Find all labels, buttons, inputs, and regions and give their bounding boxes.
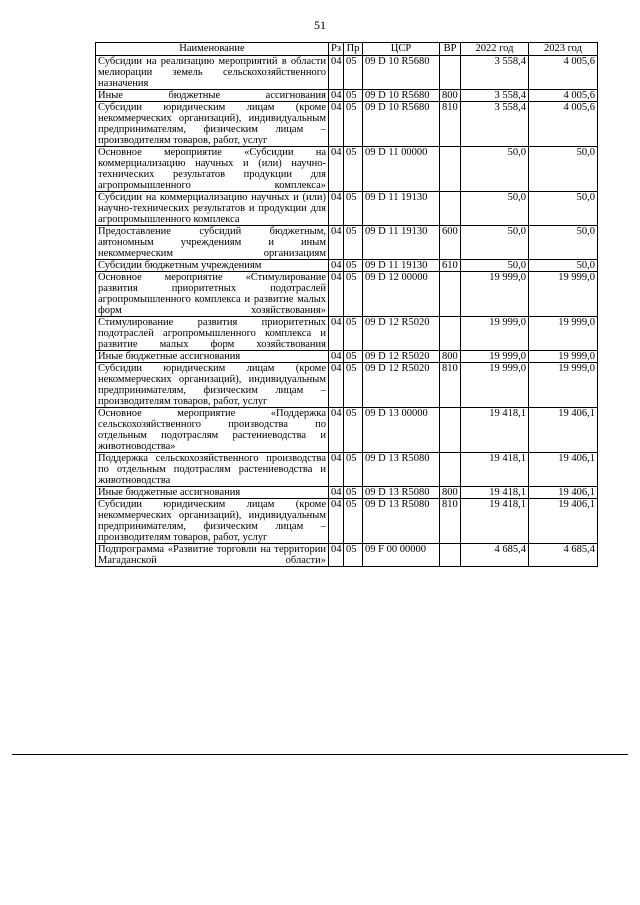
- row-csr: 09 D 13 R5080: [363, 487, 440, 499]
- row-value-2023: 50,0: [529, 147, 598, 192]
- row-value-2023: 19 406,1: [529, 453, 598, 487]
- row-name: Основное мероприятие «Поддержка сельскохозяйственного производства по отдельным подотраслям растениеводства и животноводства»: [96, 408, 329, 453]
- row-pr: 05: [344, 147, 363, 192]
- row-vr: [440, 544, 461, 567]
- row-value-2022: 19 999,0: [461, 363, 529, 408]
- row-vr: 800: [440, 487, 461, 499]
- row-value-2023: 4 005,6: [529, 90, 598, 102]
- row-vr: 800: [440, 351, 461, 363]
- row-rz: 04: [329, 487, 344, 499]
- row-vr: [440, 317, 461, 351]
- row-value-2022: 50,0: [461, 192, 529, 226]
- table-row: [96, 487, 598, 499]
- row-value-2023: 4 005,6: [529, 102, 598, 147]
- row-rz: 04: [329, 90, 344, 102]
- table-row: [96, 317, 598, 351]
- row-rz: 04: [329, 499, 344, 544]
- header-2023: 2023 год: [529, 43, 598, 56]
- row-name: Предоставление субсидий бюджетным, автономным учреждениям и иным некоммерческим организациям: [96, 226, 329, 260]
- table-row: [96, 499, 598, 544]
- table-row: [96, 90, 598, 102]
- row-csr: 09 D 12 R5020: [363, 363, 440, 408]
- table-row: [96, 226, 598, 260]
- row-value-2022: 19 999,0: [461, 351, 529, 363]
- row-name: Субсидии юридическим лицам (кроме некоммерческих организаций), индивидуальным предпринимателям, физическим лицам – производителям товаров, работ, услуг: [96, 102, 329, 147]
- row-pr: 05: [344, 272, 363, 317]
- row-csr: 09 D 10 R5680: [363, 102, 440, 147]
- table-row: [96, 192, 598, 226]
- row-csr: 09 D 10 R5680: [363, 56, 440, 90]
- row-csr: 09 D 13 R5080: [363, 453, 440, 487]
- row-pr: 05: [344, 260, 363, 272]
- row-value-2022: 19 418,1: [461, 408, 529, 453]
- row-vr: 800: [440, 90, 461, 102]
- table-row: [96, 260, 598, 272]
- page-number: 51: [314, 18, 326, 32]
- row-value-2022: 19 418,1: [461, 499, 529, 544]
- row-csr: 09 D 10 R5680: [363, 90, 440, 102]
- row-name: Субсидии бюджетным учреждениям: [96, 260, 329, 272]
- row-pr: 05: [344, 363, 363, 408]
- row-csr: 09 D 12 00000: [363, 272, 440, 317]
- row-rz: 04: [329, 544, 344, 567]
- row-csr: 09 D 13 R5080: [363, 499, 440, 544]
- row-pr: 05: [344, 487, 363, 499]
- row-pr: 05: [344, 90, 363, 102]
- row-pr: 05: [344, 192, 363, 226]
- row-value-2023: 4 005,6: [529, 56, 598, 90]
- row-value-2022: 19 999,0: [461, 317, 529, 351]
- row-value-2023: 19 999,0: [529, 363, 598, 408]
- table-row: [96, 56, 598, 90]
- row-name: Субсидии на коммерциализацию научных и (или) научно-технических результатов и продукции для агропромышленного комплекса: [96, 192, 329, 226]
- row-rz: 04: [329, 147, 344, 192]
- table-body: [96, 56, 598, 567]
- row-name: Основное мероприятие «Стимулирование развития приоритетных подотраслей агропромышленного комплекса и развитие малых форм хозяйствования»: [96, 272, 329, 317]
- row-value-2023: 50,0: [529, 192, 598, 226]
- header-csr: ЦСР: [363, 43, 440, 56]
- row-value-2022: 3 558,4: [461, 102, 529, 147]
- row-name: Иные бюджетные ассигнования: [96, 90, 329, 102]
- row-value-2023: 19 999,0: [529, 351, 598, 363]
- row-value-2023: 19 999,0: [529, 272, 598, 317]
- header-rz: Рз: [329, 43, 344, 56]
- row-name: Субсидии юридическим лицам (кроме некоммерческих организаций), индивидуальным предпринимателям, физическим лицам – производителям товаров, работ, услуг: [96, 363, 329, 408]
- row-vr: 810: [440, 102, 461, 147]
- table-row: [96, 272, 598, 317]
- row-vr: [440, 453, 461, 487]
- row-pr: 05: [344, 544, 363, 567]
- row-vr: 810: [440, 363, 461, 408]
- row-value-2023: 50,0: [529, 226, 598, 260]
- row-name: Субсидии на реализацию мероприятий в области мелиорации земель сельскохозяйственного назначения: [96, 56, 329, 90]
- row-value-2022: 50,0: [461, 260, 529, 272]
- row-rz: 04: [329, 192, 344, 226]
- row-csr: 09 D 12 R5020: [363, 317, 440, 351]
- row-value-2023: 50,0: [529, 260, 598, 272]
- header-pr: Пр: [344, 43, 363, 56]
- row-pr: 05: [344, 56, 363, 90]
- row-value-2022: 19 418,1: [461, 487, 529, 499]
- row-rz: 04: [329, 56, 344, 90]
- table-row: [96, 544, 598, 567]
- row-pr: 05: [344, 317, 363, 351]
- row-rz: 04: [329, 363, 344, 408]
- table-row: [96, 453, 598, 487]
- row-csr: 09 D 11 19130: [363, 226, 440, 260]
- row-name: Субсидии юридическим лицам (кроме некоммерческих организаций), индивидуальным предпринимателям, физическим лицам – производителям товаров, работ, услуг: [96, 499, 329, 544]
- table-row: [96, 363, 598, 408]
- row-pr: 05: [344, 453, 363, 487]
- header-2022: 2022 год: [461, 43, 529, 56]
- row-rz: 04: [329, 408, 344, 453]
- row-value-2023: 19 999,0: [529, 317, 598, 351]
- row-pr: 05: [344, 102, 363, 147]
- row-name: Иные бюджетные ассигнования: [96, 351, 329, 363]
- table-row: [96, 351, 598, 363]
- row-value-2022: 3 558,4: [461, 90, 529, 102]
- budget-table: [95, 42, 598, 567]
- row-pr: 05: [344, 226, 363, 260]
- row-csr: 09 F 00 00000: [363, 544, 440, 567]
- row-vr: [440, 408, 461, 453]
- header-name: Наименование: [96, 43, 329, 56]
- row-value-2023: 19 406,1: [529, 499, 598, 544]
- row-csr: 09 D 13 00000: [363, 408, 440, 453]
- row-vr: [440, 56, 461, 90]
- row-csr: 09 D 11 19130: [363, 192, 440, 226]
- row-rz: 04: [329, 260, 344, 272]
- header-vr: ВР: [440, 43, 461, 56]
- row-rz: 04: [329, 102, 344, 147]
- row-value-2022: 19 418,1: [461, 453, 529, 487]
- row-rz: 04: [329, 226, 344, 260]
- row-name: Стимулирование развития приоритетных подотраслей агропромышленного комплекса и развитие малых форм хозяйствования: [96, 317, 329, 351]
- row-value-2023: 4 685,4: [529, 544, 598, 567]
- row-vr: 610: [440, 260, 461, 272]
- row-value-2022: 19 999,0: [461, 272, 529, 317]
- row-value-2022: 50,0: [461, 147, 529, 192]
- row-rz: 04: [329, 317, 344, 351]
- row-value-2023: 19 406,1: [529, 487, 598, 499]
- row-pr: 05: [344, 499, 363, 544]
- row-pr: 05: [344, 408, 363, 453]
- table-row: [96, 147, 598, 192]
- row-name: Иные бюджетные ассигнования: [96, 487, 329, 499]
- bottom-rule: [12, 754, 628, 755]
- row-value-2022: 50,0: [461, 226, 529, 260]
- row-rz: 04: [329, 453, 344, 487]
- row-vr: [440, 192, 461, 226]
- row-csr: 09 D 12 R5020: [363, 351, 440, 363]
- row-vr: 810: [440, 499, 461, 544]
- row-name: Основное мероприятие «Субсидии на коммерциализацию научных и (или) научно-технических результатов продукции для агропромышленного комплекса»: [96, 147, 329, 192]
- row-csr: 09 D 11 19130: [363, 260, 440, 272]
- row-rz: 04: [329, 272, 344, 317]
- table-header-row: [96, 43, 598, 56]
- row-value-2022: 4 685,4: [461, 544, 529, 567]
- table-row: [96, 408, 598, 453]
- row-name: Подпрограмма «Развитие торговли на территории Магаданской области»: [96, 544, 329, 567]
- row-vr: [440, 272, 461, 317]
- row-value-2022: 3 558,4: [461, 56, 529, 90]
- row-vr: [440, 147, 461, 192]
- row-csr: 09 D 11 00000: [363, 147, 440, 192]
- row-pr: 05: [344, 351, 363, 363]
- row-name: Поддержка сельскохозяйственного производства по отдельным подотраслям растениеводства и животноводства: [96, 453, 329, 487]
- row-rz: 04: [329, 351, 344, 363]
- table-row: [96, 102, 598, 147]
- row-vr: 600: [440, 226, 461, 260]
- row-value-2023: 19 406,1: [529, 408, 598, 453]
